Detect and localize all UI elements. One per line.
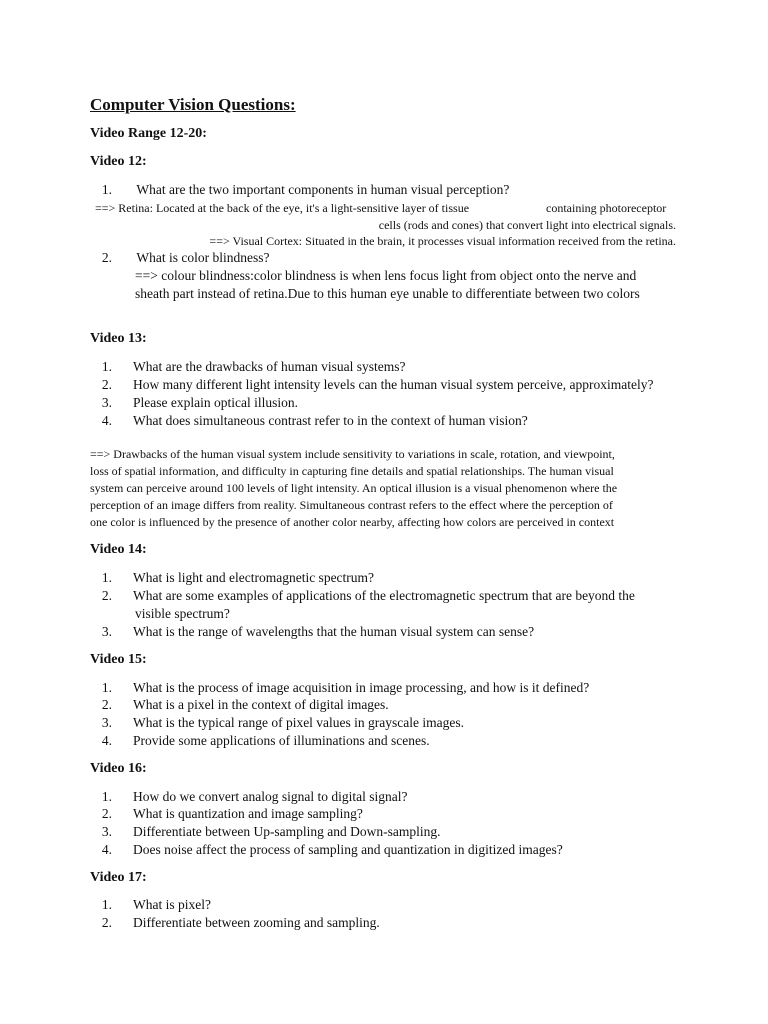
list-item: [90, 624, 534, 640]
question-text: How many different light intensity levels can the human visual system perceive, approximately?: [133, 377, 654, 392]
list-number: 3.: [101, 715, 112, 730]
list-item: [90, 250, 269, 266]
list-number: 1.: [101, 182, 112, 197]
list-number: 1.: [101, 680, 112, 695]
video-13-heading: Video 13:: [90, 331, 147, 346]
answer-paragraph-line: system can perceive around 100 levels of light intensity. An optical illusion is a visual phenomenon where the: [90, 481, 618, 495]
question-text: How do we convert analog signal to digital signal?: [133, 789, 408, 804]
question-text: Does noise affect the process of sampling and quantization in digitized images?: [133, 842, 563, 857]
list-number: 2.: [101, 697, 112, 712]
video-17-heading: Video 17:: [90, 870, 147, 885]
list-item: [90, 897, 211, 913]
list-item: [90, 588, 635, 604]
question-text: Differentiate between Up-sampling and Down-sampling.: [133, 824, 441, 839]
list-number: 3.: [101, 824, 112, 839]
list-item: [90, 570, 374, 586]
list-item: [90, 697, 389, 713]
question-text: What is light and electromagnetic spectrum?: [133, 570, 375, 585]
list-number: 1.: [101, 789, 112, 804]
list-number: 2.: [101, 806, 112, 821]
question-text: Please explain optical illusion.: [133, 395, 298, 410]
question-text: What are the drawbacks of human visual systems?: [133, 359, 406, 374]
question-text: What does simultaneous contrast refer to in the context of human vision?: [133, 413, 528, 428]
question-text: What is the range of wavelengths that the human visual system can sense?: [133, 624, 535, 639]
list-number: 2.: [101, 377, 112, 392]
list-item: [90, 806, 363, 822]
question-text: What is pixel?: [133, 897, 211, 912]
page-title: Computer Vision Questions:: [90, 95, 296, 114]
question-text: What are some examples of applications of the electromagnetic spectrum that are beyond the: [133, 588, 635, 603]
answer-paragraph-line: ==> Drawbacks of the human visual system include sensitivity to variations in scale, rotation, and viewpoint,: [90, 447, 615, 461]
question-text: What is the typical range of pixel values in grayscale images.: [133, 715, 465, 730]
list-item: [90, 715, 464, 731]
question-text: What are the two important components in human visual perception?: [136, 182, 510, 197]
list-number: 4.: [101, 842, 112, 857]
list-number: 4.: [101, 413, 112, 428]
list-number: 2.: [101, 915, 112, 930]
question-text: What is the process of image acquisition in image processing, and how is it defined?: [133, 680, 590, 695]
list-number: 1.: [101, 897, 112, 912]
list-item: [90, 395, 298, 411]
list-item: [90, 680, 589, 696]
answer-paragraph-line: perception of an image differs from reality. Simultaneous contrast refers to the effect where the perception of: [90, 498, 613, 512]
video-range-heading: Video Range 12-20:: [90, 126, 207, 141]
answer-paragraph-line: loss of spatial information, and difficulty in capturing fine details and spatial relationships. The human visual: [90, 464, 614, 478]
list-number: 2.: [101, 250, 112, 265]
list-number: 1.: [101, 570, 112, 585]
answer-paragraph-line: one color is influenced by the presence of another color nearby, affecting how colors are perceived in context: [90, 515, 615, 529]
list-item: [90, 359, 406, 375]
list-number: 2.: [101, 588, 112, 603]
list-number: 4.: [101, 733, 112, 748]
answer-line: ==> Retina: Located at the back of the eye, it's a light-sensitive layer of tissue: [95, 201, 470, 215]
question-text: What is a pixel in the context of digital images.: [133, 697, 389, 712]
question-text: What is quantization and image sampling?: [133, 806, 363, 821]
list-number: 3.: [101, 624, 112, 639]
list-item: [90, 733, 430, 749]
list-number: 3.: [101, 395, 112, 410]
question-continuation: visible spectrum?: [135, 606, 230, 621]
list-number: 1.: [101, 359, 112, 374]
video-16-heading: Video 16:: [90, 761, 147, 776]
list-item: [90, 789, 407, 805]
question-text: Differentiate between zooming and sampling.: [133, 915, 380, 930]
question-text: What is color blindness?: [136, 250, 270, 265]
answer-line: sheath part instead of retina.Due to this human eye unable to differentiate between two colors: [135, 286, 640, 301]
video-12-heading: Video 12:: [90, 154, 147, 169]
video-14-heading: Video 14:: [90, 542, 147, 557]
list-item: [90, 182, 509, 198]
answer-line: ==> colour blindness:color blindness is when lens focus light from object onto the nerve and: [135, 268, 637, 283]
question-text: Provide some applications of illuminations and scenes.: [133, 733, 430, 748]
list-item: [90, 824, 441, 840]
answer-line: ==> Visual Cortex: Situated in the brain, it processes visual information received from the retina.: [209, 234, 676, 248]
list-item: [90, 915, 380, 931]
list-item: [90, 377, 653, 393]
video-15-heading: Video 15:: [90, 652, 147, 667]
list-item: [90, 413, 528, 429]
list-item: [90, 842, 563, 858]
answer-line: containing photoreceptor: [546, 201, 667, 215]
answer-line: cells (rods and cones) that convert light into electrical signals.: [378, 218, 676, 232]
